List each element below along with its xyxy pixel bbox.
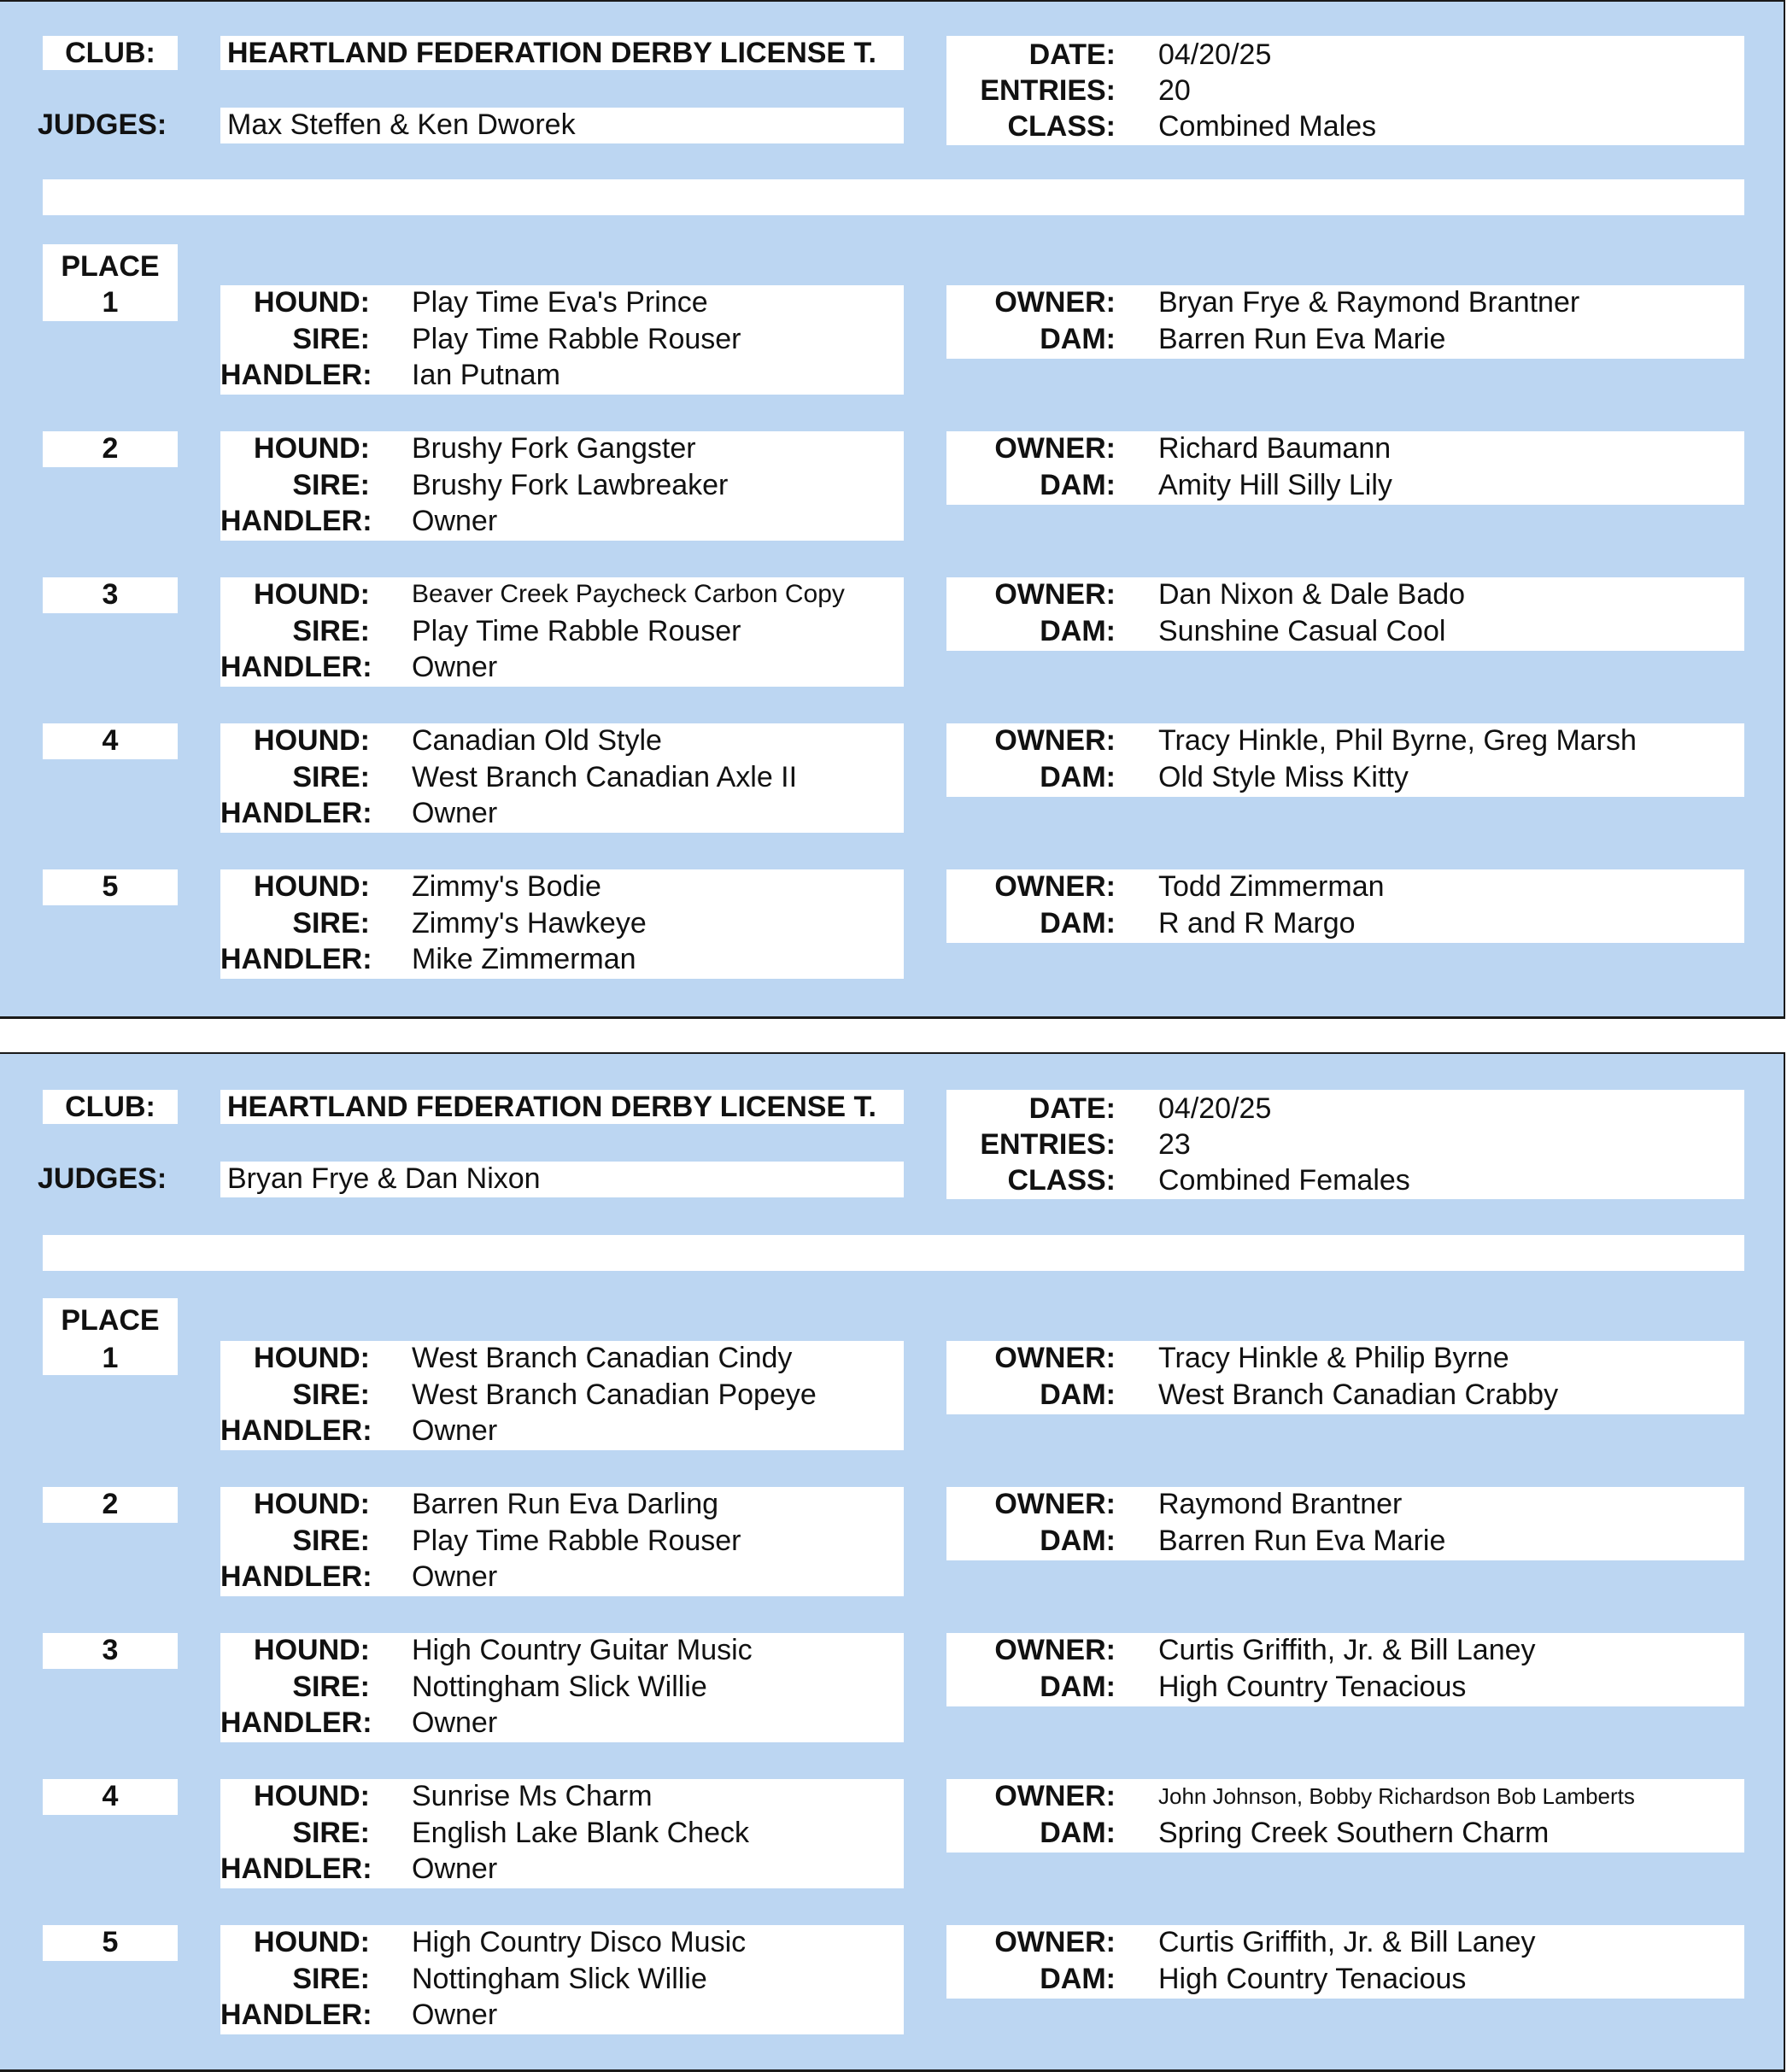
hound-name: Play Time Eva's Prince [412,286,708,319]
hound-name: Brushy Fork Gangster [412,432,696,465]
hound-label: HOUND: [254,432,370,465]
date-label: DATE: [1028,1092,1116,1125]
sire-name: Play Time Rabble Rouser [412,615,741,647]
hound-label: HOUND: [254,1780,370,1812]
dam-name: Barren Run Eva Marie [1158,1525,1446,1557]
sire-name: West Branch Canadian Popeye [412,1378,817,1411]
judges-label: JUDGES: [38,1162,167,1195]
dam-name: High Country Tenacious [1158,1963,1467,1995]
owner-name: John Johnson, Bobby Richardson Bob Lamberts [1158,1783,1635,1809]
place-number: 4 [102,1780,119,1812]
hound-label: HOUND: [254,1926,370,1958]
owner-name: Todd Zimmerman [1158,870,1385,903]
place-number: 2 [102,1488,119,1520]
handler-label: HANDLER: [220,797,372,829]
sire-name: English Lake Blank Check [412,1817,750,1849]
place-number: 2 [102,432,119,465]
handler-name: Owner [412,1999,498,2031]
owner-name: Curtis Griffith, Jr. & Bill Laney [1158,1634,1536,1666]
hound-label: HOUND: [254,578,370,611]
hound-name: Sunrise Ms Charm [412,1780,653,1812]
date-value: 04/20/25 [1158,38,1272,71]
sire-name: Nottingham Slick Willie [412,1671,707,1703]
hound-label: HOUND: [254,286,370,319]
place-header: PLACE [61,1304,160,1337]
placement-row [0,1925,1784,2036]
handler-name: Mike Zimmerman [412,943,636,975]
sire-label: SIRE: [292,469,370,501]
sire-name: Brushy Fork Lawbreaker [412,469,729,501]
hound-name: High Country Guitar Music [412,1634,753,1666]
owner-name: Tracy Hinkle & Philip Byrne [1158,1342,1509,1374]
sire-name: Nottingham Slick Willie [412,1963,707,1995]
placement-row [0,869,1784,980]
dam-label: DAM: [1040,907,1116,939]
judges-names: Max Steffen & Ken Dworek [227,108,576,141]
entries-value: 20 [1158,74,1191,107]
placement-row [0,1779,1784,1890]
handler-name: Owner [412,505,498,537]
handler-name: Ian Putnam [412,359,560,391]
dam-name: West Branch Canadian Crabby [1158,1378,1559,1411]
dam-name: Barren Run Eva Marie [1158,323,1446,355]
entries-label: ENTRIES: [980,74,1116,107]
sire-name: Play Time Rabble Rouser [412,323,741,355]
handler-label: HANDLER: [220,359,372,391]
hound-label: HOUND: [254,1342,370,1374]
place-header: PLACE [61,250,160,283]
place-number: 5 [102,1926,119,1958]
owner-label: OWNER: [994,724,1116,757]
sire-label: SIRE: [292,615,370,647]
sire-name: West Branch Canadian Axle II [412,761,798,793]
dam-label: DAM: [1040,1817,1116,1849]
hound-name: Beaver Creek Paycheck Carbon Copy [412,580,845,608]
hound-name: West Branch Canadian Cindy [412,1342,793,1374]
dam-label: DAM: [1040,1525,1116,1557]
hound-label: HOUND: [254,1488,370,1520]
hound-name: Zimmy's Bodie [412,870,601,903]
place-number: 5 [102,870,119,903]
sire-name: Play Time Rabble Rouser [412,1525,741,1557]
placement-row [0,577,1784,688]
dam-name: Old Style Miss Kitty [1158,761,1409,793]
sire-label: SIRE: [292,1671,370,1703]
handler-name: Owner [412,1853,498,1885]
club-label: CLUB: [65,1091,155,1123]
class-value: Combined Males [1158,110,1377,143]
owner-label: OWNER: [994,1342,1116,1374]
dam-name: R and R Margo [1158,907,1356,939]
handler-name: Owner [412,1560,498,1593]
date-label: DATE: [1028,38,1116,71]
owner-label: OWNER: [994,1780,1116,1812]
dam-label: DAM: [1040,615,1116,647]
sire-label: SIRE: [292,323,370,355]
dam-name: High Country Tenacious [1158,1671,1467,1703]
entries-value: 23 [1158,1128,1191,1161]
sire-label: SIRE: [292,907,370,939]
hound-name: Barren Run Eva Darling [412,1488,719,1520]
owner-label: OWNER: [994,1926,1116,1958]
hound-label: HOUND: [254,870,370,903]
handler-label: HANDLER: [220,1999,372,2031]
owner-label: OWNER: [994,578,1116,611]
date-value: 04/20/25 [1158,1092,1272,1125]
handler-label: HANDLER: [220,1853,372,1885]
placement-row [0,1341,1784,1452]
results-card-males [0,0,1785,1019]
placement-row [0,431,1784,542]
owner-name: Tracy Hinkle, Phil Byrne, Greg Marsh [1158,724,1637,757]
club-name: HEARTLAND FEDERATION DERBY LICENSE T. [227,37,877,69]
hound-name: High Country Disco Music [412,1926,747,1958]
club-label: CLUB: [65,37,155,69]
judges-label: JUDGES: [38,108,167,141]
sire-label: SIRE: [292,1963,370,1995]
dam-name: Spring Creek Southern Charm [1158,1817,1550,1849]
owner-label: OWNER: [994,1634,1116,1666]
results-card-females [0,1052,1785,2072]
hound-name: Canadian Old Style [412,724,662,757]
dam-label: DAM: [1040,1378,1116,1411]
owner-name: Dan Nixon & Dale Bado [1158,578,1466,611]
handler-label: HANDLER: [220,1560,372,1593]
owner-name: Raymond Brantner [1158,1488,1403,1520]
placement-row [0,723,1784,834]
place-number: 1 [102,286,119,319]
handler-label: HANDLER: [220,651,372,683]
entries-label: ENTRIES: [980,1128,1116,1161]
place-number: 3 [102,578,119,611]
handler-name: Owner [412,797,498,829]
hound-label: HOUND: [254,724,370,757]
placement-row [0,285,1784,396]
handler-name: Owner [412,1414,498,1447]
sire-label: SIRE: [292,761,370,793]
sire-label: SIRE: [292,1817,370,1849]
dam-name: Sunshine Casual Cool [1158,615,1446,647]
handler-label: HANDLER: [220,1706,372,1739]
owner-name: Richard Baumann [1158,432,1392,465]
sire-label: SIRE: [292,1378,370,1411]
handler-name: Owner [412,1706,498,1739]
owner-label: OWNER: [994,870,1116,903]
dam-name: Amity Hill Silly Lily [1158,469,1392,501]
handler-label: HANDLER: [220,943,372,975]
dam-label: DAM: [1040,761,1116,793]
owner-label: OWNER: [994,432,1116,465]
judges-names: Bryan Frye & Dan Nixon [227,1162,541,1195]
handler-name: Owner [412,651,498,683]
handler-label: HANDLER: [220,1414,372,1447]
sire-label: SIRE: [292,1525,370,1557]
dam-label: DAM: [1040,469,1116,501]
class-value: Combined Females [1158,1164,1410,1197]
hound-label: HOUND: [254,1634,370,1666]
blank-bar [43,179,1744,215]
owner-label: OWNER: [994,286,1116,319]
placement-row [0,1633,1784,1744]
dam-label: DAM: [1040,1671,1116,1703]
owner-name: Bryan Frye & Raymond Brantner [1158,286,1580,319]
blank-bar [43,1235,1744,1271]
handler-label: HANDLER: [220,505,372,537]
dam-label: DAM: [1040,323,1116,355]
owner-name: Curtis Griffith, Jr. & Bill Laney [1158,1926,1536,1958]
class-label: CLASS: [1007,1164,1116,1197]
dam-label: DAM: [1040,1963,1116,1995]
place-number: 1 [102,1342,119,1374]
place-number: 3 [102,1634,119,1666]
placement-row [0,1487,1784,1598]
club-name: HEARTLAND FEDERATION DERBY LICENSE T. [227,1091,877,1123]
sire-name: Zimmy's Hawkeye [412,907,647,939]
class-label: CLASS: [1007,110,1116,143]
owner-label: OWNER: [994,1488,1116,1520]
place-number: 4 [102,724,119,757]
